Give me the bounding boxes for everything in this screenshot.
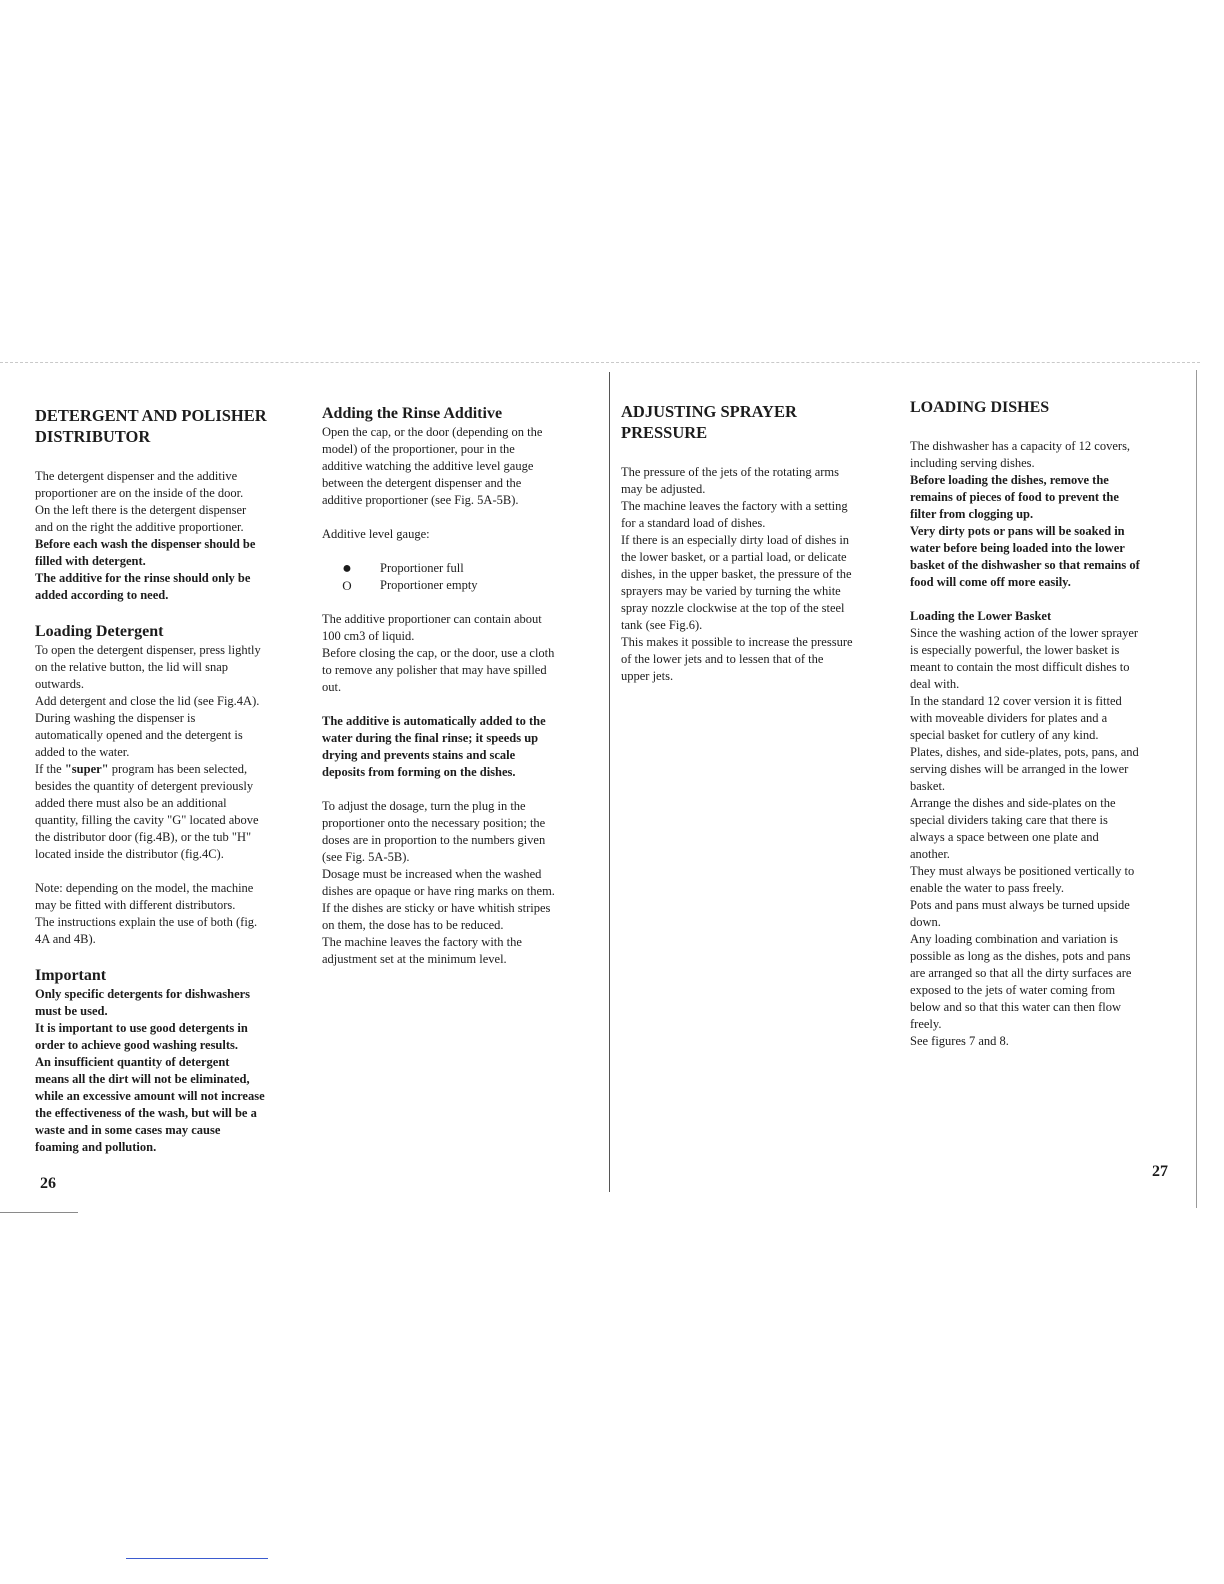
paragraph-line: outwards.	[35, 677, 84, 691]
column-rinse-additive	[322, 404, 597, 968]
paragraph-line: may be adjusted.	[621, 482, 706, 496]
bold-line: order to achieve good washing results.	[35, 1038, 239, 1052]
paragraph-line: The dishwasher has a capacity of 12 covers,	[910, 439, 1131, 453]
paragraph-line: below and so that this water can then flow	[910, 1000, 1122, 1014]
paragraph-line: meant to contain the most difficult dishes to	[910, 660, 1130, 674]
bold-line: Only specific detergents for dishwashers	[35, 987, 251, 1001]
bold-line: must be used.	[35, 1004, 108, 1018]
paragraph-line: To open the detergent dispenser, press lightly	[35, 643, 261, 657]
page-number-left: 26	[40, 1175, 56, 1192]
paragraph-line: serving dishes will be arranged in the lower	[910, 762, 1129, 776]
bold-line: food will come off more easily.	[910, 575, 1071, 589]
bold-line: An insufficient quantity of detergent	[35, 1055, 230, 1069]
paragraph-line: and on the right the additive proportioner.	[35, 520, 244, 534]
paragraph-line: of the lower jets and to lessen that of the	[621, 652, 824, 666]
paragraph-line: besides the quantity of detergent previously	[35, 779, 254, 793]
column-sprayer-pressure	[621, 401, 891, 685]
paragraph-line: Dosage must be increased when the washed	[322, 867, 542, 881]
paragraph-line: located inside the distributor (fig.4C).	[35, 847, 224, 861]
bold-line: filled with detergent.	[35, 554, 146, 568]
paragraph-line: Any loading combination and variation is	[910, 932, 1118, 946]
paragraph-line: Add detergent and close the lid (see Fig.4A).	[35, 694, 260, 708]
paragraph-line: The machine leaves the factory with a setting	[621, 499, 848, 513]
section-title-rinse-additive: Adding the Rinse Additive	[322, 405, 503, 422]
paragraph-line: If there is an especially dirty load of dishes in	[621, 533, 850, 547]
paragraph-line: special basket for cutlery of any kind.	[910, 728, 1099, 742]
paragraph-line: adjustment set at the minimum level.	[322, 952, 507, 966]
paragraph-line: special dividers taking care that there is	[910, 813, 1108, 827]
section-title-sprayer-pressure: ADJUSTING SPRAYER PRESSURE	[621, 402, 797, 442]
paragraph-line: The pressure of the jets of the rotating arms	[621, 465, 839, 479]
paragraph-line: model) of the proportioner, pour in the	[322, 442, 515, 456]
bold-line: while an excessive amount will not increase	[35, 1089, 265, 1103]
paragraph-line: In the standard 12 cover version it is fitted	[910, 694, 1122, 708]
paragraph-line: See figures 7 and 8.	[910, 1034, 1009, 1048]
note-line: may be fitted with different distributors.	[35, 898, 236, 912]
paragraph-line: added to the water.	[35, 745, 130, 759]
gauge-row-full: ● Proportioner full	[322, 560, 597, 577]
page-number-right: 27	[1152, 1163, 1168, 1180]
gauge-row-empty: O Proportioner empty	[322, 577, 597, 594]
paragraph-line: doses are in proportion to the numbers given	[322, 833, 546, 847]
right-page-edge	[1196, 370, 1197, 1208]
bold-line: deposits from forming on the dishes.	[322, 765, 516, 779]
paragraph-line: The machine leaves the factory with the	[322, 935, 522, 949]
bold-line: drying and prevents stains and scale	[322, 748, 516, 762]
paragraph-line: Open the cap, or the door (depending on the	[322, 425, 543, 439]
paragraph-line: 100 cm3 of liquid.	[322, 629, 415, 643]
paragraph-line: for a standard load of dishes.	[621, 516, 766, 530]
paragraph-line: dishes are opaque or have ring marks on them.	[322, 884, 555, 898]
paragraph-line: with moveable dividers for plates and a	[910, 711, 1108, 725]
paragraph-line: the distributor door (fig.4B), or the tub "H"	[35, 830, 252, 844]
paragraph-line: Arrange the dishes and side-plates on the	[910, 796, 1116, 810]
bold-line: the effectiveness of the wash, but will be a	[35, 1106, 257, 1120]
paragraph-line: quantity, filling the cavity "G" located above	[35, 813, 259, 827]
paragraph-line: is especially powerful, the lower basket is	[910, 643, 1120, 657]
bold-line: It is important to use good detergents in	[35, 1021, 248, 1035]
bold-line: The additive for the rinse should only be	[35, 571, 251, 585]
filled-dot-icon: ●	[342, 560, 352, 577]
paragraph-line: If the "super" program has been selected,	[35, 762, 248, 776]
paragraph-line: including serving dishes.	[910, 456, 1035, 470]
paragraph-line: additive watching the additive level gauge	[322, 459, 534, 473]
paragraph-line: out.	[322, 680, 342, 694]
paragraph-line: always a space between one plate and	[910, 830, 1099, 844]
paragraph-line: additive proportioner (see Fig. 5A-5B).	[322, 493, 519, 507]
paragraph-line: upper jets.	[621, 669, 674, 683]
bold-line: water during the final rinse; it speeds up	[322, 731, 539, 745]
paragraph-line: spray nozzle clockwise at the top of the steel	[621, 601, 845, 615]
paragraph-line: basket.	[910, 779, 946, 793]
paragraph-line: the lower basket, or a partial load, or delicate	[621, 550, 847, 564]
empty-circle-icon: O	[342, 578, 352, 593]
paragraph-line: Pots and pans must always be turned upside	[910, 898, 1130, 912]
column-detergent-distributor	[35, 405, 305, 1156]
gauge-label: Additive level gauge:	[322, 527, 430, 541]
paragraph-line: on them, the dose has to be reduced.	[322, 918, 504, 932]
paragraph-line: between the detergent dispenser and the	[322, 476, 522, 490]
paragraph-line: enable the water to pass freely.	[910, 881, 1064, 895]
paragraph-line: dishes, in the upper basket, the pressure of the	[621, 567, 852, 581]
paragraph-line: On the left there is the detergent dispenser	[35, 503, 247, 517]
paragraph-line: Since the washing action of the lower sprayer	[910, 626, 1139, 640]
blue-scan-line	[126, 1558, 268, 1559]
paragraph-line: proportioner onto the necessary position; the	[322, 816, 546, 830]
paragraph-line: another.	[910, 847, 950, 861]
bold-line: Very dirty pots or pans will be soaked in	[910, 524, 1125, 538]
paragraph-line: proportioner are on the inside of the door.	[35, 486, 244, 500]
bold-line: remains of pieces of food to prevent the	[910, 490, 1119, 504]
bold-line: water before being loaded into the lower	[910, 541, 1125, 555]
subsection-title-lower-basket: Loading the Lower Basket	[910, 609, 1052, 623]
note-line: The instructions explain the use of both (fig.	[35, 915, 258, 929]
bold-line: waste and in some cases may cause	[35, 1123, 221, 1137]
paragraph-line: on the relative button, the lid will snap	[35, 660, 229, 674]
paragraph-line: added there must also be an additional	[35, 796, 227, 810]
note-line: 4A and 4B).	[35, 932, 96, 946]
section-title-detergent-distributor: DETERGENT AND POLISHER DISTRIBUTOR	[35, 406, 267, 446]
paragraph-line: down.	[910, 915, 941, 929]
paragraph-line: tank (see Fig.6).	[621, 618, 703, 632]
paragraph-line: sprayers may be varied by turning the white	[621, 584, 841, 598]
paragraph-line: automatically opened and the detergent is	[35, 728, 243, 742]
paragraph-line: This makes it possible to increase the pressure	[621, 635, 853, 649]
top-rule	[0, 362, 1200, 363]
paragraph-line: (see Fig. 5A-5B).	[322, 850, 410, 864]
bold-line: means all the dirt will not be eliminated,	[35, 1072, 250, 1086]
bold-line: Before each wash the dispenser should be	[35, 537, 256, 551]
paragraph-line: Plates, dishes, and side-plates, pots, pans, and	[910, 745, 1139, 759]
section-title-loading-dishes: LOADING DISHES	[910, 399, 1050, 416]
paragraph-line: To adjust the dosage, turn the plug in the	[322, 799, 526, 813]
paragraph-line: freely.	[910, 1017, 942, 1031]
bold-line: added according to need.	[35, 588, 169, 602]
paragraph-line: Before closing the cap, or the door, use a cloth	[322, 646, 555, 660]
note-line: Note: depending on the model, the machine	[35, 881, 254, 895]
bottom-rule	[0, 1212, 78, 1213]
paragraph-line: During washing the dispenser is	[35, 711, 196, 725]
column-loading-dishes	[910, 398, 1185, 1050]
paragraph-line: exposed to the jets of water coming from	[910, 983, 1116, 997]
bold-line: Before loading the dishes, remove the	[910, 473, 1109, 487]
paragraph-line: If the dishes are sticky or have whitish stripes	[322, 901, 551, 915]
bold-line: The additive is automatically added to the	[322, 714, 546, 728]
subsection-title-important: Important	[35, 967, 107, 984]
paragraph-line: The additive proportioner can contain about	[322, 612, 542, 626]
paragraph-line: They must always be positioned vertically to	[910, 864, 1135, 878]
super-program-word: "super"	[64, 762, 109, 776]
paragraph-line: to remove any polisher that may have spilled	[322, 663, 547, 677]
bold-line: basket of the dishwasher so that remains of	[910, 558, 1140, 572]
paragraph-line: are arranged so that all the dirty surfaces are	[910, 966, 1132, 980]
bold-line: filter from clogging up.	[910, 507, 1034, 521]
bold-line: foaming and pollution.	[35, 1140, 157, 1154]
page-fold-divider	[609, 372, 610, 1192]
paragraph-line: The detergent dispenser and the additive	[35, 469, 238, 483]
subsection-title-loading-detergent: Loading Detergent	[35, 623, 164, 640]
paragraph-line: deal with.	[910, 677, 960, 691]
paragraph-line: possible as long as the dishes, pots and pans	[910, 949, 1131, 963]
